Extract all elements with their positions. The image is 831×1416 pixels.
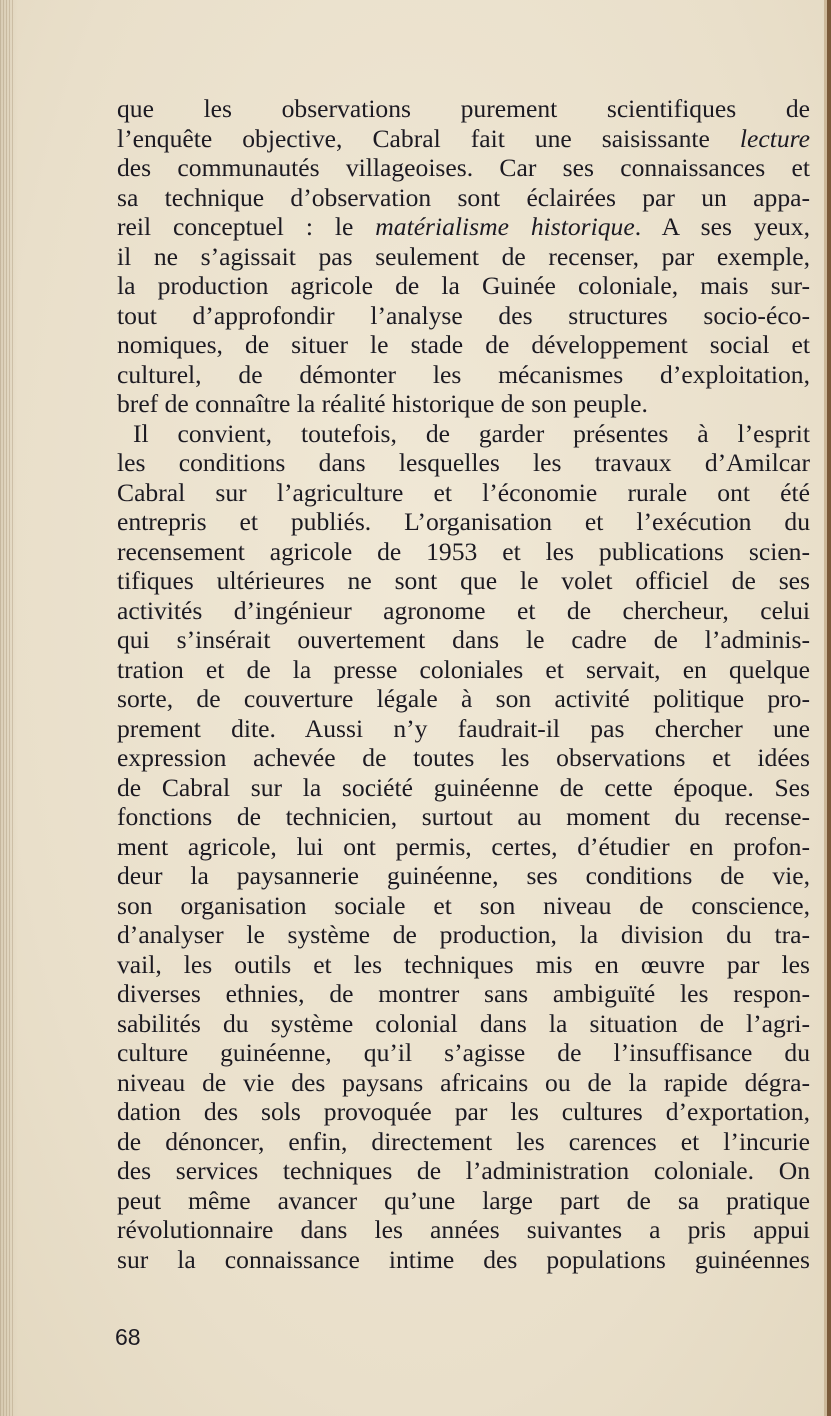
text-line: culturel, de démonter les mécanismes d’exploitation, [117, 359, 810, 389]
text-run: . A ses yeux, [634, 212, 810, 241]
text-line: sorte, de couverture légale à son activité politique pro- [117, 684, 810, 713]
text-line: des services techniques de l’administration coloniale. On [117, 1156, 810, 1185]
text-line: des communautés villageoises. Car ses connaissances et [117, 153, 810, 182]
text-line: que les observations purement scientifiques de [117, 94, 810, 123]
book-gutter-edge [0, 0, 14, 1416]
text-line: entrepris et publiés. L’organisation et l’exécution du [117, 507, 810, 536]
text-run: l’enquête objective, Cabral fait une saisissante [117, 123, 740, 153]
page-number: 68 [115, 1324, 141, 1350]
text-line: prement dite. Aussi n’y faudrait-il pas chercher une [117, 713, 810, 743]
text-line: qui s’insérait ouvertement dans le cadre de l’adminis- [117, 625, 810, 654]
text-run: reil conceptuel : le [117, 212, 376, 241]
text-line: son organisation sociale et son niveau de conscience, [117, 890, 810, 920]
text-line: recensement agricole de 1953 et les publications scien- [117, 536, 810, 566]
text-line: activités d’ingénieur agronome et de chercheur, celui [117, 595, 810, 625]
text-line: les conditions dans lesquelles les travaux d’Amilcar [117, 448, 810, 477]
text-line: niveau de vie des paysans africains ou de la rapide dégra- [117, 1067, 810, 1097]
text-line: d’analyser le système de production, la division du tra- [117, 920, 810, 949]
italic-emphasis: lecture [739, 123, 810, 153]
text-line [117, 124, 810, 154]
text-line: deur la paysannerie guinéenne, ses conditions de vie, [117, 861, 810, 890]
text-line: il ne s’agissait pas seulement de recenser, par exemple, [117, 241, 810, 271]
text-line: tifiques ultérieures ne sont que le volet officiel de ses [117, 566, 810, 595]
text-line: sabilités du système colonial dans la situation de l’agri- [117, 1008, 810, 1038]
text-line: sa technique d’observation sont éclairées par un appa- [117, 182, 810, 212]
italic-emphasis: matérialisme historique [375, 212, 635, 241]
text-line: culture guinéenne, qu’il s’agisse de l’insuffisance du [117, 1038, 810, 1067]
text-line: fonctions de technicien, surtout au moment du recense- [117, 802, 810, 831]
text-line: dation des sols provoquée par les cultures d’exportation, [117, 1097, 810, 1126]
text-line: expression achevée de toutes les observations et idées [117, 743, 810, 772]
text-line [117, 212, 810, 242]
text-line: sur la connaissance intime des populations guinéennes [117, 1244, 810, 1274]
text-line: vail, les outils et les techniques mis en œuvre par les [117, 949, 810, 979]
text-line: peut même avancer qu’une large part de sa pratique [117, 1185, 810, 1215]
text-line: Il convient, toutefois, de garder présentes à l’esprit [133, 418, 810, 448]
body-text [117, 94, 810, 1274]
text-line: nomiques, de situer le stade de développement social et [117, 330, 810, 359]
book-cover-edge [827, 0, 831, 1416]
text-line: diverses ethnies, de montrer sans ambiguïté les respon- [117, 979, 810, 1008]
text-line: de dénoncer, enfin, directement les carences et l’incurie [117, 1126, 810, 1156]
text-line: tration et de la presse coloniales et servait, en quelque [117, 654, 810, 684]
text-line: tout d’approfondir l’analyse des structures socio-éco- [117, 300, 810, 330]
text-line: de Cabral sur la société guinéenne de cette époque. Ses [117, 772, 810, 802]
text-line: Cabral sur l’agriculture et l’économie rurale ont été [117, 477, 810, 507]
text-line: révolutionnaire dans les années suivantes a pris appui [117, 1215, 810, 1244]
text-line: ment agricole, lui ont permis, certes, d’étudier en profon- [117, 831, 810, 861]
text-line: bref de connaître la réalité historique de son peuple. [117, 389, 648, 418]
text-line: la production agricole de la Guinée coloniale, mais sur- [117, 271, 810, 300]
